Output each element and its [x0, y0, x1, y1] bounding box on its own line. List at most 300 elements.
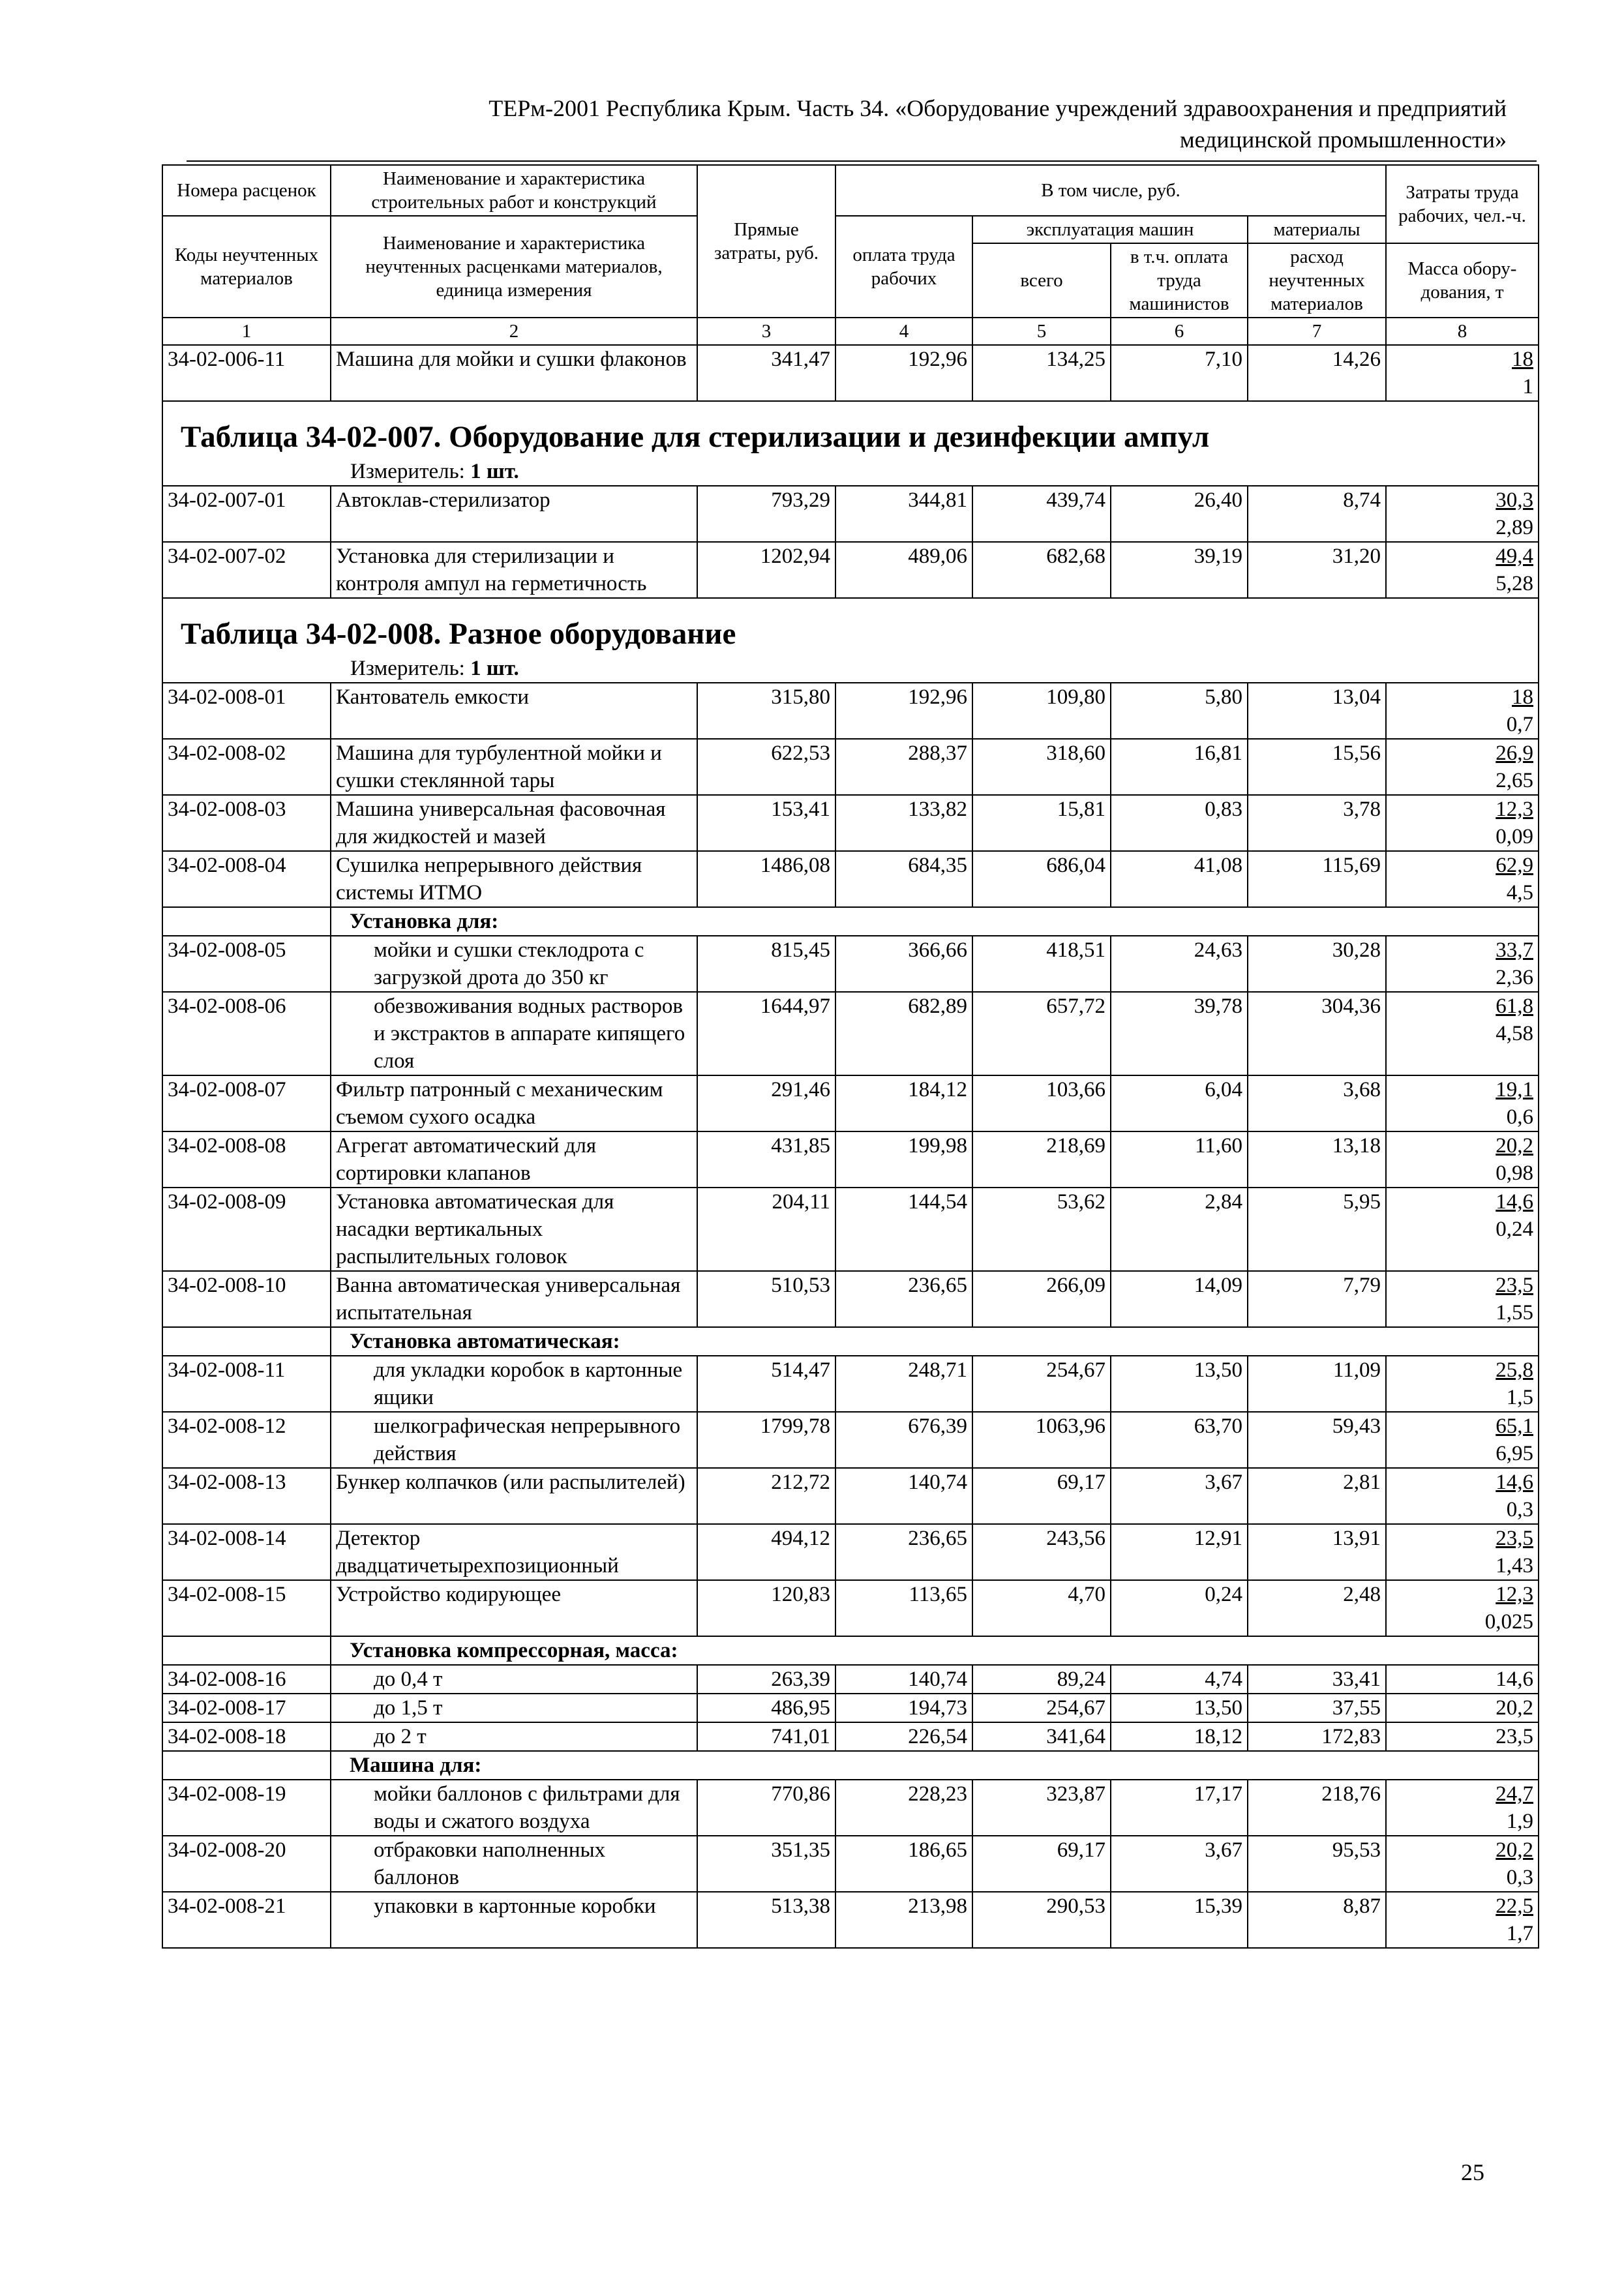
cell-mat: 37,55 — [1248, 1694, 1386, 1722]
cell-labor: 144,54 — [835, 1188, 972, 1271]
cell-mach-labor: 39,19 — [1111, 542, 1248, 598]
cell-labor: 248,71 — [835, 1356, 972, 1412]
rate-name — [331, 1694, 697, 1722]
cell-mach-labor: 5,80 — [1111, 683, 1248, 739]
rate-name — [331, 1468, 697, 1524]
cell-mach-labor: 0,24 — [1111, 1580, 1248, 1636]
equipment-mass: 4,58 — [1496, 1022, 1533, 1045]
table-row — [162, 1075, 1539, 1131]
cell-mach-labor: 13,50 — [1111, 1356, 1248, 1412]
rate-name — [331, 1188, 697, 1271]
cell-mach: 109,80 — [972, 683, 1111, 739]
rate-name — [331, 1580, 697, 1636]
cell-labor-mass — [1386, 1356, 1539, 1412]
section-header-cell — [162, 416, 1539, 486]
table-row — [162, 1694, 1539, 1722]
cell-labor: 192,96 — [835, 345, 972, 401]
header-line-1: ТЕРм-2001 Республика Крым. Часть 34. «Оборудование учреждений здравоохранения и предприятий — [489, 95, 1507, 121]
equipment-mass: 2,36 — [1496, 966, 1533, 989]
labor-hours: 23,5 — [1496, 1274, 1533, 1297]
col-7-header: расход неучтенных материалов — [1248, 243, 1386, 318]
rate-name — [331, 1836, 697, 1892]
cell-labor: 236,65 — [835, 1271, 972, 1327]
table-row — [162, 795, 1539, 851]
rate-name-text: упаковки в картонные коробки — [374, 1894, 656, 1918]
rate-name-text: до 1,5 т — [374, 1696, 443, 1720]
cell-labor-mass — [1386, 542, 1539, 598]
header-rule — [187, 160, 1537, 162]
rate-code: 34-02-008-08 — [162, 1131, 331, 1188]
rate-code: 34-02-007-01 — [162, 486, 331, 542]
section-header-row — [162, 416, 1539, 486]
labor-hours: 20,2 — [1496, 1134, 1533, 1158]
rate-name-text: Машина универсальная фасовочная для жидкостей и мазей — [336, 798, 666, 848]
rate-code: 34-02-008-13 — [162, 1468, 331, 1524]
table-body — [162, 345, 1539, 1948]
labor-hours: 12,3 — [1496, 798, 1533, 821]
section-unit — [168, 655, 1533, 682]
labor-hours: 25,8 — [1496, 1358, 1533, 1382]
cell-direct: 204,11 — [697, 1188, 835, 1271]
table-row — [162, 992, 1539, 1075]
cell-mach-labor: 6,04 — [1111, 1075, 1248, 1131]
section-title: Таблица 34-02-007. Оборудование для стерилизации и дезинфекции ампул — [181, 420, 1210, 454]
cell-labor-mass — [1386, 1271, 1539, 1327]
equipment-mass: 0,09 — [1496, 825, 1533, 848]
cell-direct: 1799,78 — [697, 1412, 835, 1468]
cell-labor-mass — [1386, 1131, 1539, 1188]
equipment-mass: 6,95 — [1496, 1442, 1533, 1465]
rate-name — [331, 542, 697, 598]
rates-table — [162, 164, 1539, 1949]
cell-mat: 172,83 — [1248, 1722, 1386, 1751]
cell-labor: 113,65 — [835, 1580, 972, 1636]
subgroup-blank — [162, 1327, 331, 1356]
cell-mach-labor: 18,12 — [1111, 1722, 1248, 1751]
rate-name — [331, 1271, 697, 1327]
cell-mat: 5,95 — [1248, 1188, 1386, 1271]
cell-direct: 120,83 — [697, 1580, 835, 1636]
labor-hours: 22,5 — [1496, 1894, 1533, 1918]
rate-name — [331, 1722, 697, 1751]
cell-mat: 33,41 — [1248, 1665, 1386, 1694]
labor-hours: 12,3 — [1496, 1583, 1533, 1606]
rate-name-text: Фильтр патронный с механическим съемом сухого осадка — [336, 1078, 663, 1129]
cell-labor-mass — [1386, 1075, 1539, 1131]
rate-code: 34-02-008-17 — [162, 1694, 331, 1722]
rate-name-text: Установка для стерилизации и контроля ампул на герметичность — [336, 545, 647, 595]
cell-mach-labor: 3,67 — [1111, 1468, 1248, 1524]
labor-hours: 26,9 — [1496, 741, 1533, 765]
cell-mat: 13,04 — [1248, 683, 1386, 739]
cell-labor: 344,81 — [835, 486, 972, 542]
equipment-mass: 5,28 — [1496, 572, 1533, 595]
cell-mach-labor: 26,40 — [1111, 486, 1248, 542]
cell-labor-hours: 23,5 — [1386, 1722, 1539, 1751]
col-8-top: Затраты труда рабочих, чел.-ч. — [1386, 165, 1539, 243]
equipment-mass: 0,98 — [1496, 1161, 1533, 1185]
equipment-mass: 0,3 — [1506, 1498, 1533, 1521]
cell-direct: 351,35 — [697, 1836, 835, 1892]
unit-label: Измеритель: — [350, 657, 465, 680]
rate-name-text: для укладки коробок в картонные ящики — [374, 1358, 683, 1409]
cell-labor-hours: 14,6 — [1386, 1665, 1539, 1694]
cell-labor-mass — [1386, 1524, 1539, 1580]
cell-direct: 622,53 — [697, 739, 835, 795]
cell-direct: 263,39 — [697, 1665, 835, 1694]
rate-name — [331, 1356, 697, 1412]
cell-labor: 140,74 — [835, 1665, 972, 1694]
cell-mach: 4,70 — [972, 1580, 1111, 1636]
rate-name — [331, 992, 697, 1075]
cell-mat: 304,36 — [1248, 992, 1386, 1075]
rate-name-text: Бункер колпачков (или распылителей) — [336, 1471, 685, 1494]
equipment-mass: 0,6 — [1506, 1105, 1533, 1129]
cell-mat: 95,53 — [1248, 1836, 1386, 1892]
cell-mat: 13,18 — [1248, 1131, 1386, 1188]
equipment-mass: 1,7 — [1506, 1922, 1533, 1945]
rate-name-text: Автоклав-стерилизатор — [336, 488, 550, 512]
table-row — [162, 1271, 1539, 1327]
cell-mach: 53,62 — [972, 1188, 1111, 1271]
cell-mach: 341,64 — [972, 1722, 1111, 1751]
cell-mat: 3,68 — [1248, 1075, 1386, 1131]
table-row — [162, 739, 1539, 795]
col-1-top: Номера расценок — [162, 165, 331, 216]
rate-code: 34-02-006-11 — [162, 345, 331, 401]
subgroup-row — [162, 907, 1539, 936]
cell-direct: 513,38 — [697, 1892, 835, 1948]
cell-direct: 341,47 — [697, 345, 835, 401]
cell-mat: 7,79 — [1248, 1271, 1386, 1327]
labor-hours: 19,1 — [1496, 1078, 1533, 1101]
cell-mach: 418,51 — [972, 936, 1111, 992]
cell-mach: 254,67 — [972, 1356, 1111, 1412]
cell-mach-labor: 3,67 — [1111, 1836, 1248, 1892]
cell-mach-labor: 63,70 — [1111, 1412, 1248, 1468]
rate-code: 34-02-008-18 — [162, 1722, 331, 1751]
cell-labor: 213,98 — [835, 1892, 972, 1948]
rate-name-text: мойки баллонов с фильтрами для воды и сжатого воздуха — [374, 1782, 680, 1833]
cell-labor: 228,23 — [835, 1780, 972, 1836]
cell-labor: 194,73 — [835, 1694, 972, 1722]
subgroup-row — [162, 1327, 1539, 1356]
equipment-mass: 0,24 — [1496, 1218, 1533, 1241]
table-row — [162, 851, 1539, 907]
rate-name-text: Детектор двадцатичетырехпозиционный — [336, 1527, 619, 1578]
cell-mach: 254,67 — [972, 1694, 1111, 1722]
rate-name — [331, 1131, 697, 1188]
section-gap — [162, 401, 1539, 416]
subgroup-blank — [162, 1751, 331, 1780]
cell-labor-mass — [1386, 936, 1539, 992]
rate-code: 34-02-008-11 — [162, 1356, 331, 1412]
cell-mat: 8,74 — [1248, 486, 1386, 542]
cell-labor-mass — [1386, 851, 1539, 907]
table-row — [162, 1131, 1539, 1188]
cell-mach-labor: 24,63 — [1111, 936, 1248, 992]
table-row — [162, 486, 1539, 542]
rate-code: 34-02-008-05 — [162, 936, 331, 992]
rate-name — [331, 1524, 697, 1580]
cell-labor: 192,96 — [835, 683, 972, 739]
rate-name — [331, 795, 697, 851]
cell-mach-labor: 11,60 — [1111, 1131, 1248, 1188]
cell-labor: 682,89 — [835, 992, 972, 1075]
equipment-mass: 1,5 — [1506, 1386, 1533, 1409]
labor-hours: 62,9 — [1496, 854, 1533, 877]
table-row — [162, 1665, 1539, 1694]
rate-code: 34-02-008-15 — [162, 1580, 331, 1636]
subgroup-row — [162, 1636, 1539, 1665]
cell-labor-mass — [1386, 1188, 1539, 1271]
col-4-header: оплата труда рабочих — [835, 216, 972, 318]
equipment-mass: 0,025 — [1484, 1610, 1533, 1634]
document-header — [163, 93, 1507, 155]
table-row — [162, 1468, 1539, 1524]
cell-direct: 153,41 — [697, 795, 835, 851]
cell-direct: 1202,94 — [697, 542, 835, 598]
col-number: 2 — [331, 318, 697, 345]
table-row — [162, 683, 1539, 739]
cell-mat: 14,26 — [1248, 345, 1386, 401]
labor-hours: 65,1 — [1496, 1414, 1533, 1438]
table-row — [162, 1524, 1539, 1580]
equipment-mass: 1,43 — [1496, 1554, 1533, 1578]
labor-hours: 33,7 — [1496, 938, 1533, 962]
cell-direct: 291,46 — [697, 1075, 835, 1131]
cell-direct: 514,47 — [697, 1356, 835, 1412]
cell-labor-mass — [1386, 1468, 1539, 1524]
rate-name — [331, 1075, 697, 1131]
cell-labor: 199,98 — [835, 1131, 972, 1188]
rate-code: 34-02-008-20 — [162, 1836, 331, 1892]
col-2-bottom: Наименование и характеристика неучтенных расценками материалов, единица измерения — [331, 216, 697, 318]
cell-labor: 489,06 — [835, 542, 972, 598]
cell-mach-labor: 15,39 — [1111, 1892, 1248, 1948]
cell-labor-hours: 20,2 — [1386, 1694, 1539, 1722]
cell-labor: 236,65 — [835, 1524, 972, 1580]
cell-direct: 741,01 — [697, 1722, 835, 1751]
rate-name-text: Установка автоматическая для насадки вертикальных распылительных головок — [336, 1190, 614, 1268]
rate-name — [331, 1665, 697, 1694]
equipment-mass: 2,89 — [1496, 516, 1533, 539]
cell-labor-mass — [1386, 345, 1539, 401]
cell-mat: 30,28 — [1248, 936, 1386, 992]
cell-labor: 184,12 — [835, 1075, 972, 1131]
header-line-2: медицинской промышленности» — [1179, 127, 1507, 153]
cell-labor: 676,39 — [835, 1412, 972, 1468]
labor-hours: 24,7 — [1496, 1782, 1533, 1806]
subgroup-label: Установка компрессорная, масса: — [331, 1636, 1539, 1665]
rate-name — [331, 486, 697, 542]
unit-value: 1 шт. — [470, 657, 519, 680]
cell-labor-mass — [1386, 992, 1539, 1075]
table-row — [162, 1780, 1539, 1836]
cell-mach-labor: 17,17 — [1111, 1780, 1248, 1836]
subgroup-label: Машина для: — [331, 1751, 1539, 1780]
rate-name-text: мойки и сушки стеклодрота с загрузкой дрота до 350 кг — [374, 938, 644, 989]
cell-labor-mass — [1386, 486, 1539, 542]
equipment-mass: 0,3 — [1506, 1866, 1533, 1889]
rate-code: 34-02-008-14 — [162, 1524, 331, 1580]
labor-hours: 49,4 — [1496, 545, 1533, 568]
rate-name-text: Устройство кодирующее — [336, 1583, 561, 1606]
cell-mach-labor: 12,91 — [1111, 1524, 1248, 1580]
labor-hours: 18 — [1512, 685, 1533, 709]
cell-direct: 486,95 — [697, 1694, 835, 1722]
section-unit — [168, 458, 1533, 485]
cell-mat: 59,43 — [1248, 1412, 1386, 1468]
col-2-top: Наименование и характеристика строительных работ и конструкций — [331, 165, 697, 216]
rate-name — [331, 1412, 697, 1468]
cell-mach-labor: 7,10 — [1111, 345, 1248, 401]
cell-labor-mass — [1386, 1892, 1539, 1948]
rate-name — [331, 936, 697, 992]
cell-mat: 15,56 — [1248, 739, 1386, 795]
cell-labor-mass — [1386, 683, 1539, 739]
cell-mach-labor: 16,81 — [1111, 739, 1248, 795]
equipment-mass: 4,5 — [1506, 881, 1533, 905]
table-row — [162, 1722, 1539, 1751]
cell-labor: 288,37 — [835, 739, 972, 795]
col-8-bottom: Масса обору-дования, т — [1386, 243, 1539, 318]
rate-name-text: до 2 т — [374, 1725, 427, 1748]
col-3-header: Прямые затраты, руб. — [697, 165, 835, 318]
cell-mach: 266,09 — [972, 1271, 1111, 1327]
unit-value: 1 шт. — [470, 460, 519, 483]
labor-hours: 23,5 — [1496, 1527, 1533, 1550]
cell-mach: 243,56 — [972, 1524, 1111, 1580]
cell-direct: 510,53 — [697, 1271, 835, 1327]
equipment-mass: 1,9 — [1506, 1810, 1533, 1833]
cell-labor-mass — [1386, 1412, 1539, 1468]
rate-name-text: Кантователь емкости — [336, 685, 530, 709]
cell-mach-labor: 13,50 — [1111, 1694, 1248, 1722]
rate-code: 34-02-008-06 — [162, 992, 331, 1075]
cell-labor-mass — [1386, 1836, 1539, 1892]
unit-label: Измеритель: — [350, 460, 465, 483]
cell-direct: 315,80 — [697, 683, 835, 739]
cell-mach: 218,69 — [972, 1131, 1111, 1188]
labor-hours: 18 — [1512, 348, 1533, 371]
cell-direct: 1644,97 — [697, 992, 835, 1075]
rate-code: 34-02-008-07 — [162, 1075, 331, 1131]
rate-code: 34-02-008-03 — [162, 795, 331, 851]
rate-name-text: Агрегат автоматический для сортировки клапанов — [336, 1134, 597, 1185]
cell-mat: 31,20 — [1248, 542, 1386, 598]
cell-direct: 494,12 — [697, 1524, 835, 1580]
labor-hours: 14,6 — [1496, 1190, 1533, 1214]
machines-header: эксплуатация машин — [972, 216, 1248, 243]
materials-header: материалы — [1248, 216, 1386, 243]
labor-hours: 30,3 — [1496, 488, 1533, 512]
cell-mach: 318,60 — [972, 739, 1111, 795]
cell-direct: 431,85 — [697, 1131, 835, 1188]
cell-mat: 13,91 — [1248, 1524, 1386, 1580]
rate-name — [331, 683, 697, 739]
column-numbers-row — [162, 318, 1539, 345]
rate-code: 34-02-008-12 — [162, 1412, 331, 1468]
cell-mach-labor: 39,78 — [1111, 992, 1248, 1075]
subgroup-label: Установка автоматическая: — [331, 1327, 1539, 1356]
cell-mach: 69,17 — [972, 1468, 1111, 1524]
rate-name-text: Машина для мойки и сушки флаконов — [336, 348, 687, 371]
cell-labor-mass — [1386, 795, 1539, 851]
cell-labor: 186,65 — [835, 1836, 972, 1892]
cell-mat: 3,78 — [1248, 795, 1386, 851]
col-1-bottom: Коды неучтенных материалов — [162, 216, 331, 318]
rate-name-text: обезвоживания водных растворов и экстрактов в аппарате кипящего слоя — [374, 995, 685, 1073]
col-number: 5 — [972, 318, 1111, 345]
cell-labor: 684,35 — [835, 851, 972, 907]
rate-name-text: Сушилка непрерывного действия системы ИТМО — [336, 854, 642, 905]
table-row — [162, 1892, 1539, 1948]
table-row — [162, 1356, 1539, 1412]
cell-mach: 1063,96 — [972, 1412, 1111, 1468]
rate-code: 34-02-008-19 — [162, 1780, 331, 1836]
cell-mach: 439,74 — [972, 486, 1111, 542]
cell-direct: 815,45 — [697, 936, 835, 992]
table-row — [162, 1836, 1539, 1892]
subgroup-blank — [162, 907, 331, 936]
rate-name-text: Машина для турбулентной мойки и сушки стеклянной тары — [336, 741, 662, 792]
equipment-mass: 0,7 — [1506, 713, 1533, 736]
incl-header: В том числе, руб. — [835, 165, 1386, 216]
col-number: 8 — [1386, 318, 1539, 345]
rate-code: 34-02-008-04 — [162, 851, 331, 907]
table-row — [162, 1188, 1539, 1271]
section-header-cell — [162, 613, 1539, 683]
cell-direct: 212,72 — [697, 1468, 835, 1524]
equipment-mass: 2,65 — [1496, 769, 1533, 792]
rate-name — [331, 739, 697, 795]
col-5-header: всего — [972, 243, 1111, 318]
cell-labor-mass — [1386, 1580, 1539, 1636]
equipment-mass: 1 — [1522, 375, 1533, 398]
cell-mach: 686,04 — [972, 851, 1111, 907]
cell-labor: 133,82 — [835, 795, 972, 851]
cell-mat: 218,76 — [1248, 1780, 1386, 1836]
cell-mach: 682,68 — [972, 542, 1111, 598]
cell-mat: 115,69 — [1248, 851, 1386, 907]
cell-labor: 366,66 — [835, 936, 972, 992]
section-title: Таблица 34-02-008. Разное оборудование — [181, 617, 736, 651]
rate-code: 34-02-007-02 — [162, 542, 331, 598]
labor-hours: 14,6 — [1496, 1471, 1533, 1494]
cell-labor: 140,74 — [835, 1468, 972, 1524]
cell-mach-labor: 0,83 — [1111, 795, 1248, 851]
table-row — [162, 936, 1539, 992]
cell-mat: 2,48 — [1248, 1580, 1386, 1636]
cell-mach-labor: 41,08 — [1111, 851, 1248, 907]
cell-labor-mass — [1386, 739, 1539, 795]
col-number: 3 — [697, 318, 835, 345]
rate-name — [331, 1892, 697, 1948]
cell-mach-labor: 14,09 — [1111, 1271, 1248, 1327]
cell-mach: 15,81 — [972, 795, 1111, 851]
subgroup-label: Установка для: — [331, 907, 1539, 936]
table-row — [162, 345, 1539, 401]
col-number: 7 — [1248, 318, 1386, 345]
cell-mach: 89,24 — [972, 1665, 1111, 1694]
rate-code: 34-02-008-21 — [162, 1892, 331, 1948]
cell-mat: 2,81 — [1248, 1468, 1386, 1524]
rate-code: 34-02-008-01 — [162, 683, 331, 739]
rate-code: 34-02-008-16 — [162, 1665, 331, 1694]
cell-labor-mass — [1386, 1780, 1539, 1836]
rate-name-text: шелкографическая непрерывного действия — [374, 1414, 681, 1465]
